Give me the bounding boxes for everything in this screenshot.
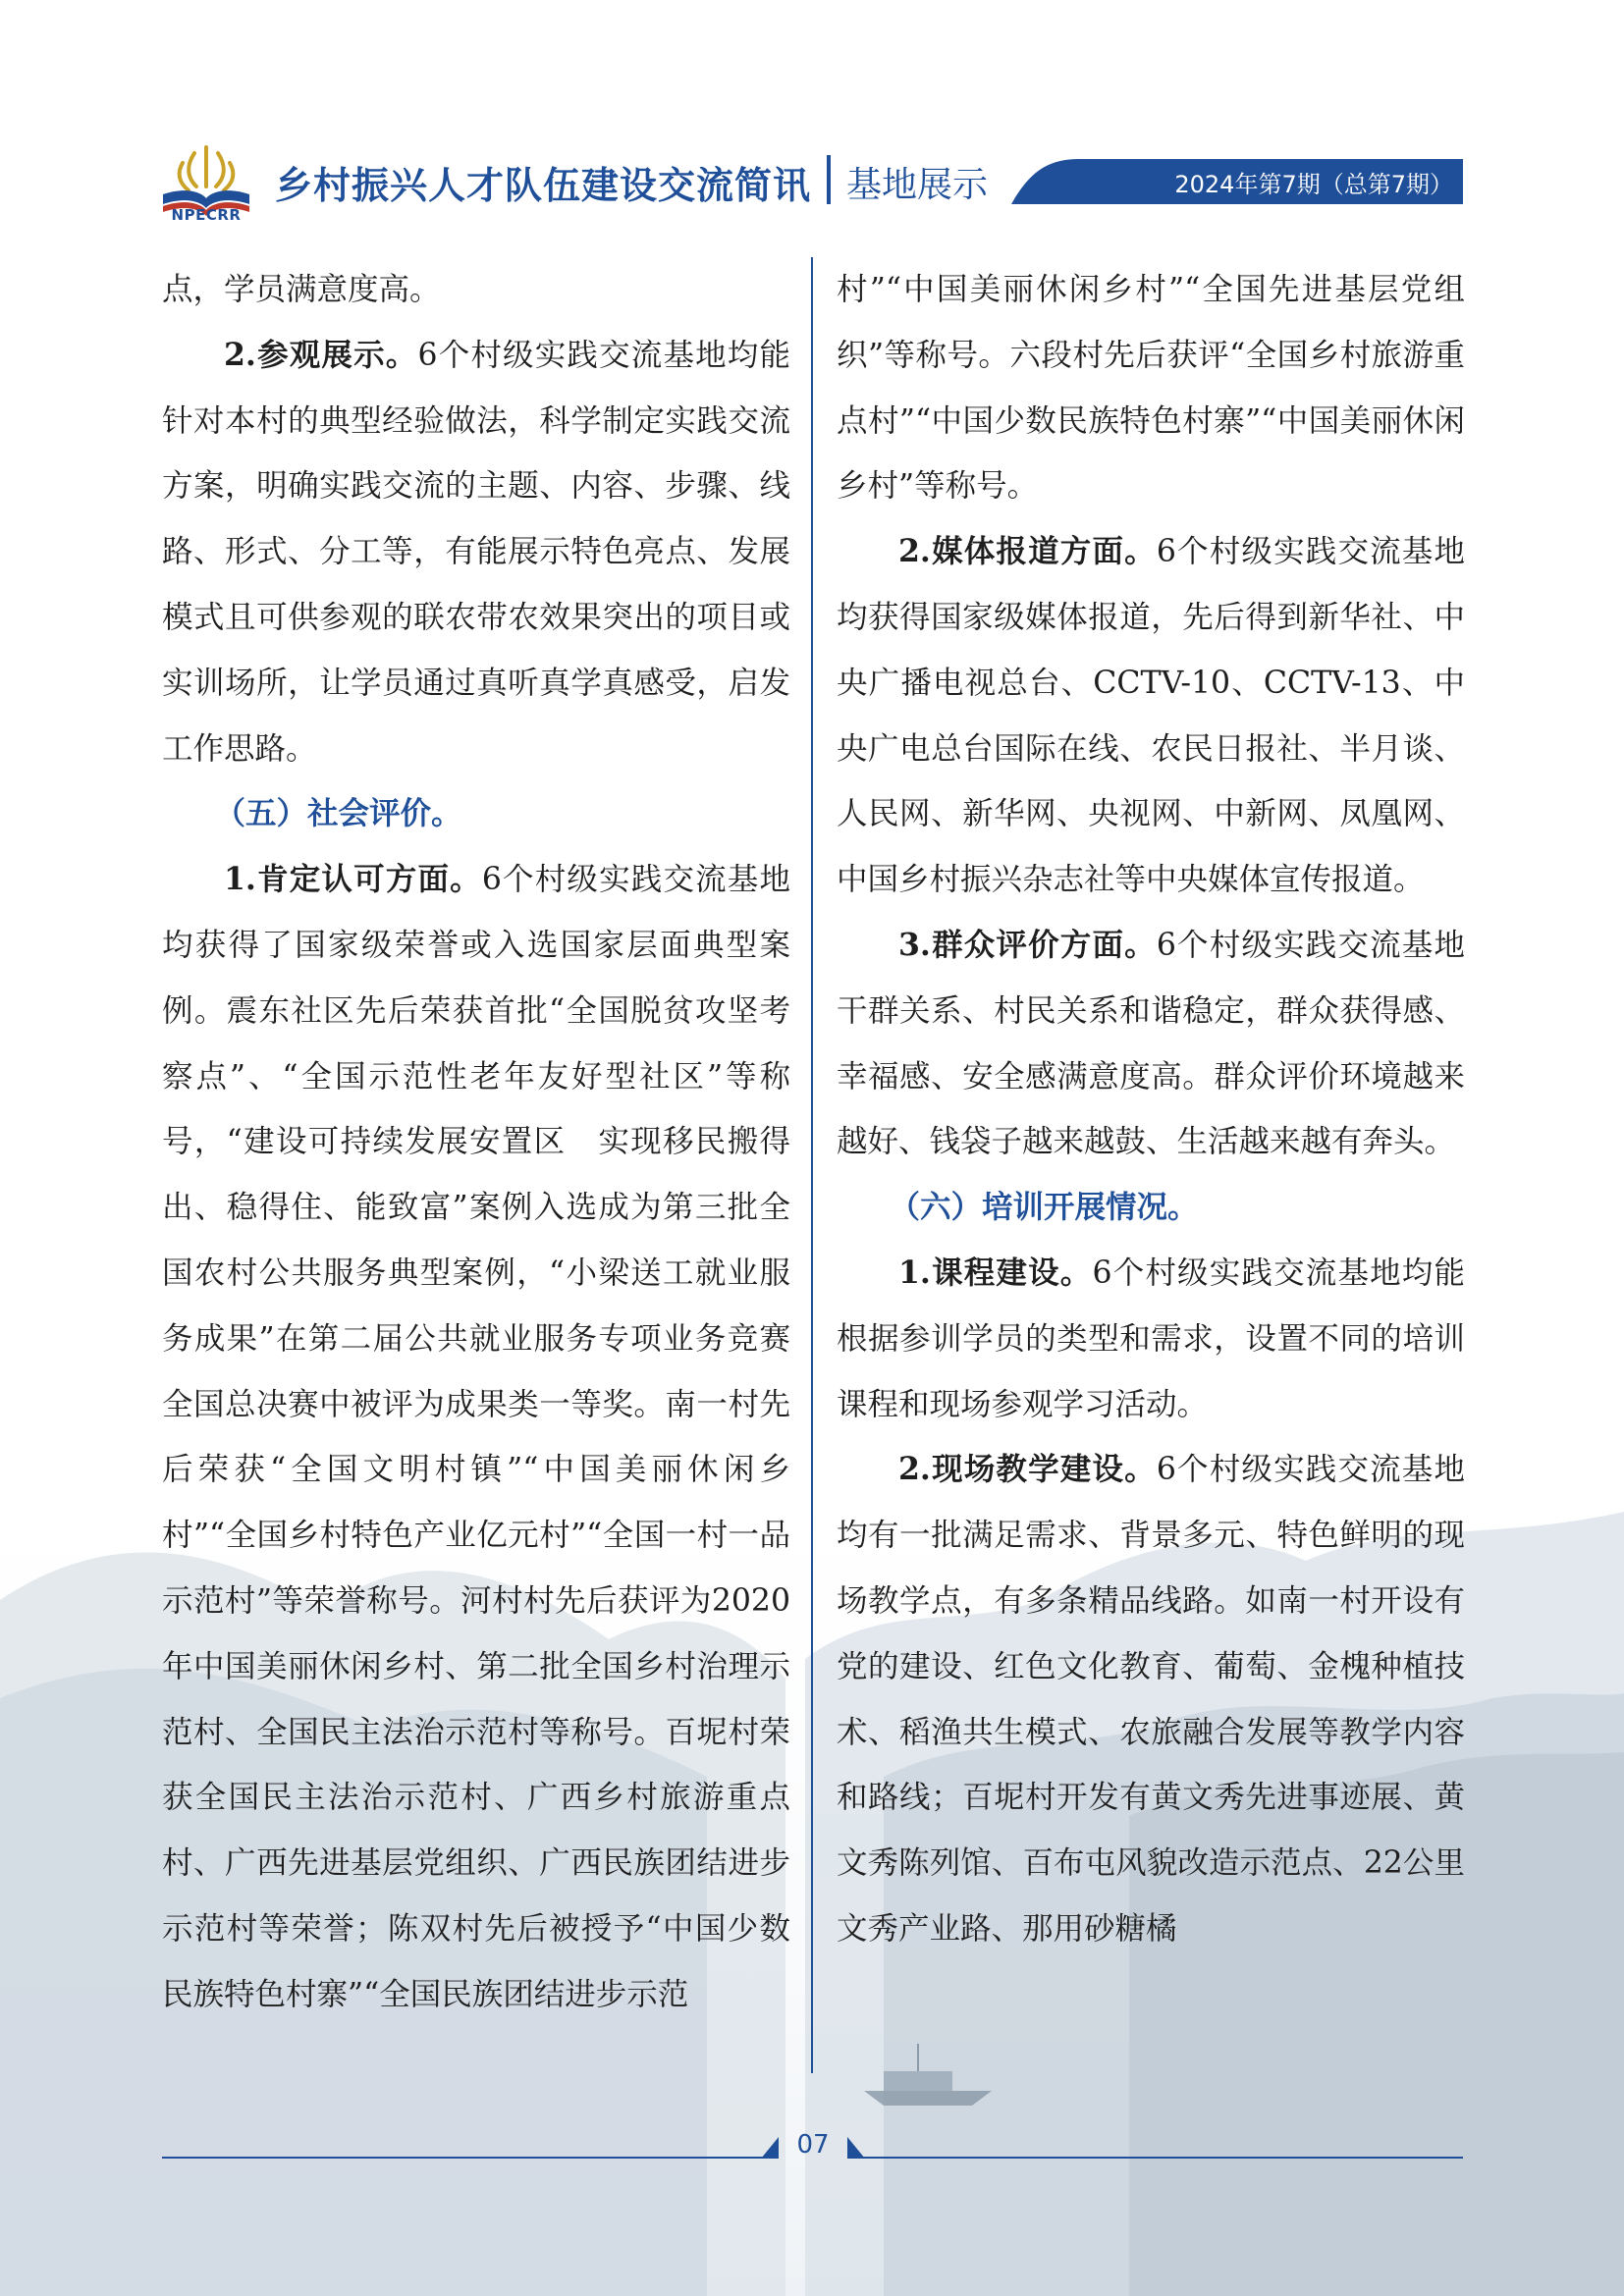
paragraph-body: 6个村级实践交流基地均能根据参训学员的类型和需求，设置不同的培训课程和现场参观学习活动。 — [837, 1255, 1465, 1422]
paragraph — [837, 1437, 1465, 1961]
column-divider — [811, 257, 813, 2073]
paragraph-heading: 2.媒体报道方面。 — [898, 533, 1157, 570]
footer-rule-left — [162, 2157, 769, 2159]
paragraph-body: 6个村级实践交流基地均获得了国家级荣誉或入选国家层面典型案例。震东社区先后荣获首批“全国脱贫攻坚考察点”、“全国示范性老年友好型社区”等称号，“建设可持续发展安置区 实现移民搬得出、稳得住、能致富”案例入选成为第三批全国农村公共服务典型案例，“小梁送工就业服务成果”在第二届公共就业服务专项业务竞赛全国总决赛中被评为成果类一等奖。南一村先后荣获“全国文明村镇”“中国美丽休闲乡村”“全国乡村特色产业亿元村”“全国一村一品示范村”等荣誉称号。河村村先后获评为2020年中国美丽休闲乡村、第二批全国乡村治理示范村、全国民主法治示范村等称号。百坭村荣获全国民主法治示范村、广西乡村旅游重点村、广西先进基层党组织、广西民族团结进步示范村等荣誉；陈双村先后被授予“中国少数民族特色村寨”“全国民族团结进步示范 — [162, 862, 790, 2012]
paragraph — [837, 913, 1465, 1175]
footer-rule-right — [858, 2157, 1463, 2159]
issue-number: 2024年第7期（总第7期） — [1174, 171, 1453, 198]
paragraph: 点，学员满意度高。 — [162, 272, 441, 307]
page-header — [0, 0, 1624, 236]
section-tag: 基地展示 — [846, 165, 989, 205]
logo-text: NPECRR — [171, 206, 242, 224]
section-heading: （五）社会评价。 — [214, 795, 462, 832]
title-divider — [827, 155, 831, 204]
paragraph-body: 6个村级实践交流基地均能针对本村的典型经验做法，科学制定实践交流方案，明确实践交流的主题、内容、步骤、线路、形式、分工等，有能展示特色亮点、发展模式且可供参观的联农带农效果突出的项目或实训场所，让学员通过真听真学真感受，启发工作思路。 — [162, 337, 790, 767]
right-column — [837, 257, 1465, 1962]
paragraph — [837, 519, 1465, 913]
paragraph-body: 6个村级实践交流基地干群关系、村民关系和谐稳定，群众获得感、幸福感、安全感满意度高。群众评价环境越来越好、钱袋子越来越鼓、生活越来越有奔头。 — [837, 927, 1465, 1160]
left-column — [162, 257, 790, 2028]
paragraph-heading: 2.参观展示。 — [224, 336, 418, 373]
paragraph — [162, 847, 790, 2027]
publication-title: 乡村振兴人才队伍建设交流简讯 — [275, 164, 812, 207]
paragraph — [162, 323, 790, 782]
paragraph: 村”“中国美丽休闲乡村”“全国先进基层党组织”等称号。六段村先后获评“全国乡村旅游重点村”“中国少数民族特色村寨”“中国美丽休闲乡村”等称号。 — [837, 272, 1465, 505]
paragraph-heading: 2.现场教学建设。 — [898, 1451, 1157, 1488]
paragraph-heading: 1.肯定认可方面。 — [224, 861, 482, 898]
section-heading: （六）培训开展情况。 — [889, 1189, 1199, 1226]
paragraph-body: 6个村级实践交流基地均获得国家级媒体报道，先后得到新华社、中央广播电视总台、CCTV-10、CCTV-13、中央广电总台国际在线、农民日报社、半月谈、人民网、新华网、央视网、中新网、凤凰网、中国乡村振兴杂志社等中央媒体宣传报道。 — [837, 534, 1465, 898]
paragraph-body: 6个村级实践交流基地均有一批满足需求、背景多元、特色鲜明的现场教学点，有多条精品线路。如南一村开设有党的建设、红色文化教育、葡萄、金槐种植技术、稻渔共生模式、农旅融合发展等教学内容和路线；百坭村开发有黄文秀先进事迹展、黄文秀陈列馆、百布屯风貌改造示范点、22公里文秀产业路、那用砂糖橘 — [837, 1452, 1465, 1947]
paragraph-heading: 3.群众评价方面。 — [898, 926, 1157, 963]
page-number: 07 — [796, 2130, 830, 2160]
paragraph — [837, 1241, 1465, 1437]
paragraph-heading: 1.课程建设。 — [898, 1254, 1093, 1291]
